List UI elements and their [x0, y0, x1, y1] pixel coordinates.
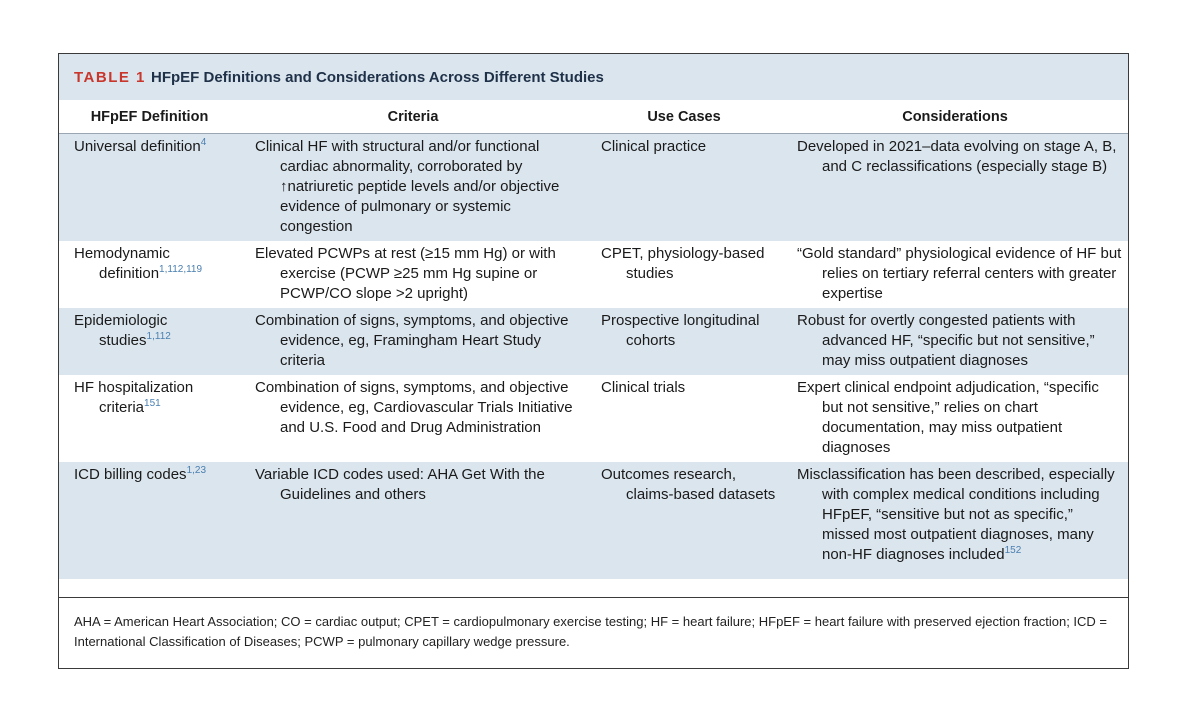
cell-criteria: Combination of signs, symptoms, and objective evidence, eg, Framingham Heart Study criteria [255, 312, 569, 369]
cell-considerations: Robust for overtly congested patients with advanced HF, “specific but not sensitive,” may miss outpatient diagnoses [797, 312, 1095, 369]
reference-superscript: 1,112,119 [159, 264, 203, 275]
cell-criteria: Variable ICD codes used: AHA Get With the Guidelines and others [255, 466, 545, 503]
header-definition: HFpEF Definition [59, 100, 240, 134]
table-frame [58, 53, 1129, 669]
cell-criteria: Elevated PCWPs at rest (≥15 mm Hg) or with exercise (PCWP ≥25 mm Hg supine or PCWP/CO slope >2 upright) [255, 245, 556, 302]
reference-superscript: 152 [1004, 545, 1022, 556]
table-label: TABLE 1 [74, 69, 146, 86]
cell-definition: Hemodynamic definition$^{1,112,119}$ [74, 245, 203, 282]
header-row [59, 100, 1128, 134]
reference-superscript: 1,112 [146, 331, 171, 342]
cell-definition: HF hospitalization criteria$^{151}$ [74, 379, 194, 416]
cell-considerations: Developed in 2021–data evolving on stage A, B, and C reclassifications (especially stage B) [797, 138, 1117, 175]
cell-criteria: Combination of signs, symptoms, and objective evidence, eg, Cardiovascular Trials Initiative and U.S. Food and Drug Administration [255, 379, 573, 436]
reference-superscript: 151 [144, 398, 161, 409]
table-title-bar [59, 54, 1128, 100]
cell-considerations: Expert clinical endpoint adjudication, “specific but not sensitive,” relies on chart documentation, may miss outpatient diagnoses [797, 379, 1099, 456]
cell-definition: ICD billing codes$^{1,23}$ [74, 465, 207, 483]
cell-use-cases: Prospective longitudinal cohorts [601, 312, 760, 349]
table-footnote: AHA = American Heart Association; CO = cardiac output; CPET = cardiopulmonary exercise testing; HF = heart failure; HFpEF = heart failure with preserved ejection fraction; ICD = International Classification of Diseases; PCWP = pulmonary capillary wedge pressure. [74, 614, 1108, 649]
cell-definition: Universal definition$^4$ [74, 137, 207, 155]
cell-definition: Epidemiologic studies$^{1,112}$ [74, 312, 171, 349]
table-row [59, 134, 1128, 242]
cell-considerations: “Gold standard” physiological evidence of HF but relies on tertiary referral centers with greater expertise [797, 245, 1122, 302]
cell-use-cases: Clinical practice [601, 138, 707, 155]
table-title: HFpEF Definitions and Considerations Across Different Studies [151, 69, 604, 86]
cell-considerations: Misclassification has been described, especially with complex medical conditions including HFpEF, “sensitive but not as specific,” missed most outpatient diagnoses, many non-HF diagnoses included$^{152}$ [797, 466, 1115, 563]
header-use-cases: Use Cases [586, 100, 782, 134]
table-row [59, 241, 1128, 308]
header-criteria: Criteria [240, 100, 586, 134]
header-considerations: Considerations [782, 100, 1128, 134]
definitions-table [59, 100, 1128, 579]
cell-use-cases: CPET, physiology-based studies [601, 245, 765, 282]
table-row [59, 462, 1128, 579]
cell-use-cases: Clinical trials [601, 379, 686, 396]
cell-use-cases: Outcomes research, claims-based datasets [601, 466, 776, 503]
footnote-divider [59, 597, 1128, 598]
cell-criteria: Clinical HF with structural and/or functional cardiac abnormality, corroborated by ↑natriuretic peptide levels and/or objective evidence of pulmonary or systemic congestion [255, 138, 560, 235]
reference-superscript: 1,23 [186, 465, 207, 476]
table-row [59, 375, 1128, 462]
table-row [59, 308, 1128, 375]
reference-superscript: 4 [200, 137, 207, 148]
